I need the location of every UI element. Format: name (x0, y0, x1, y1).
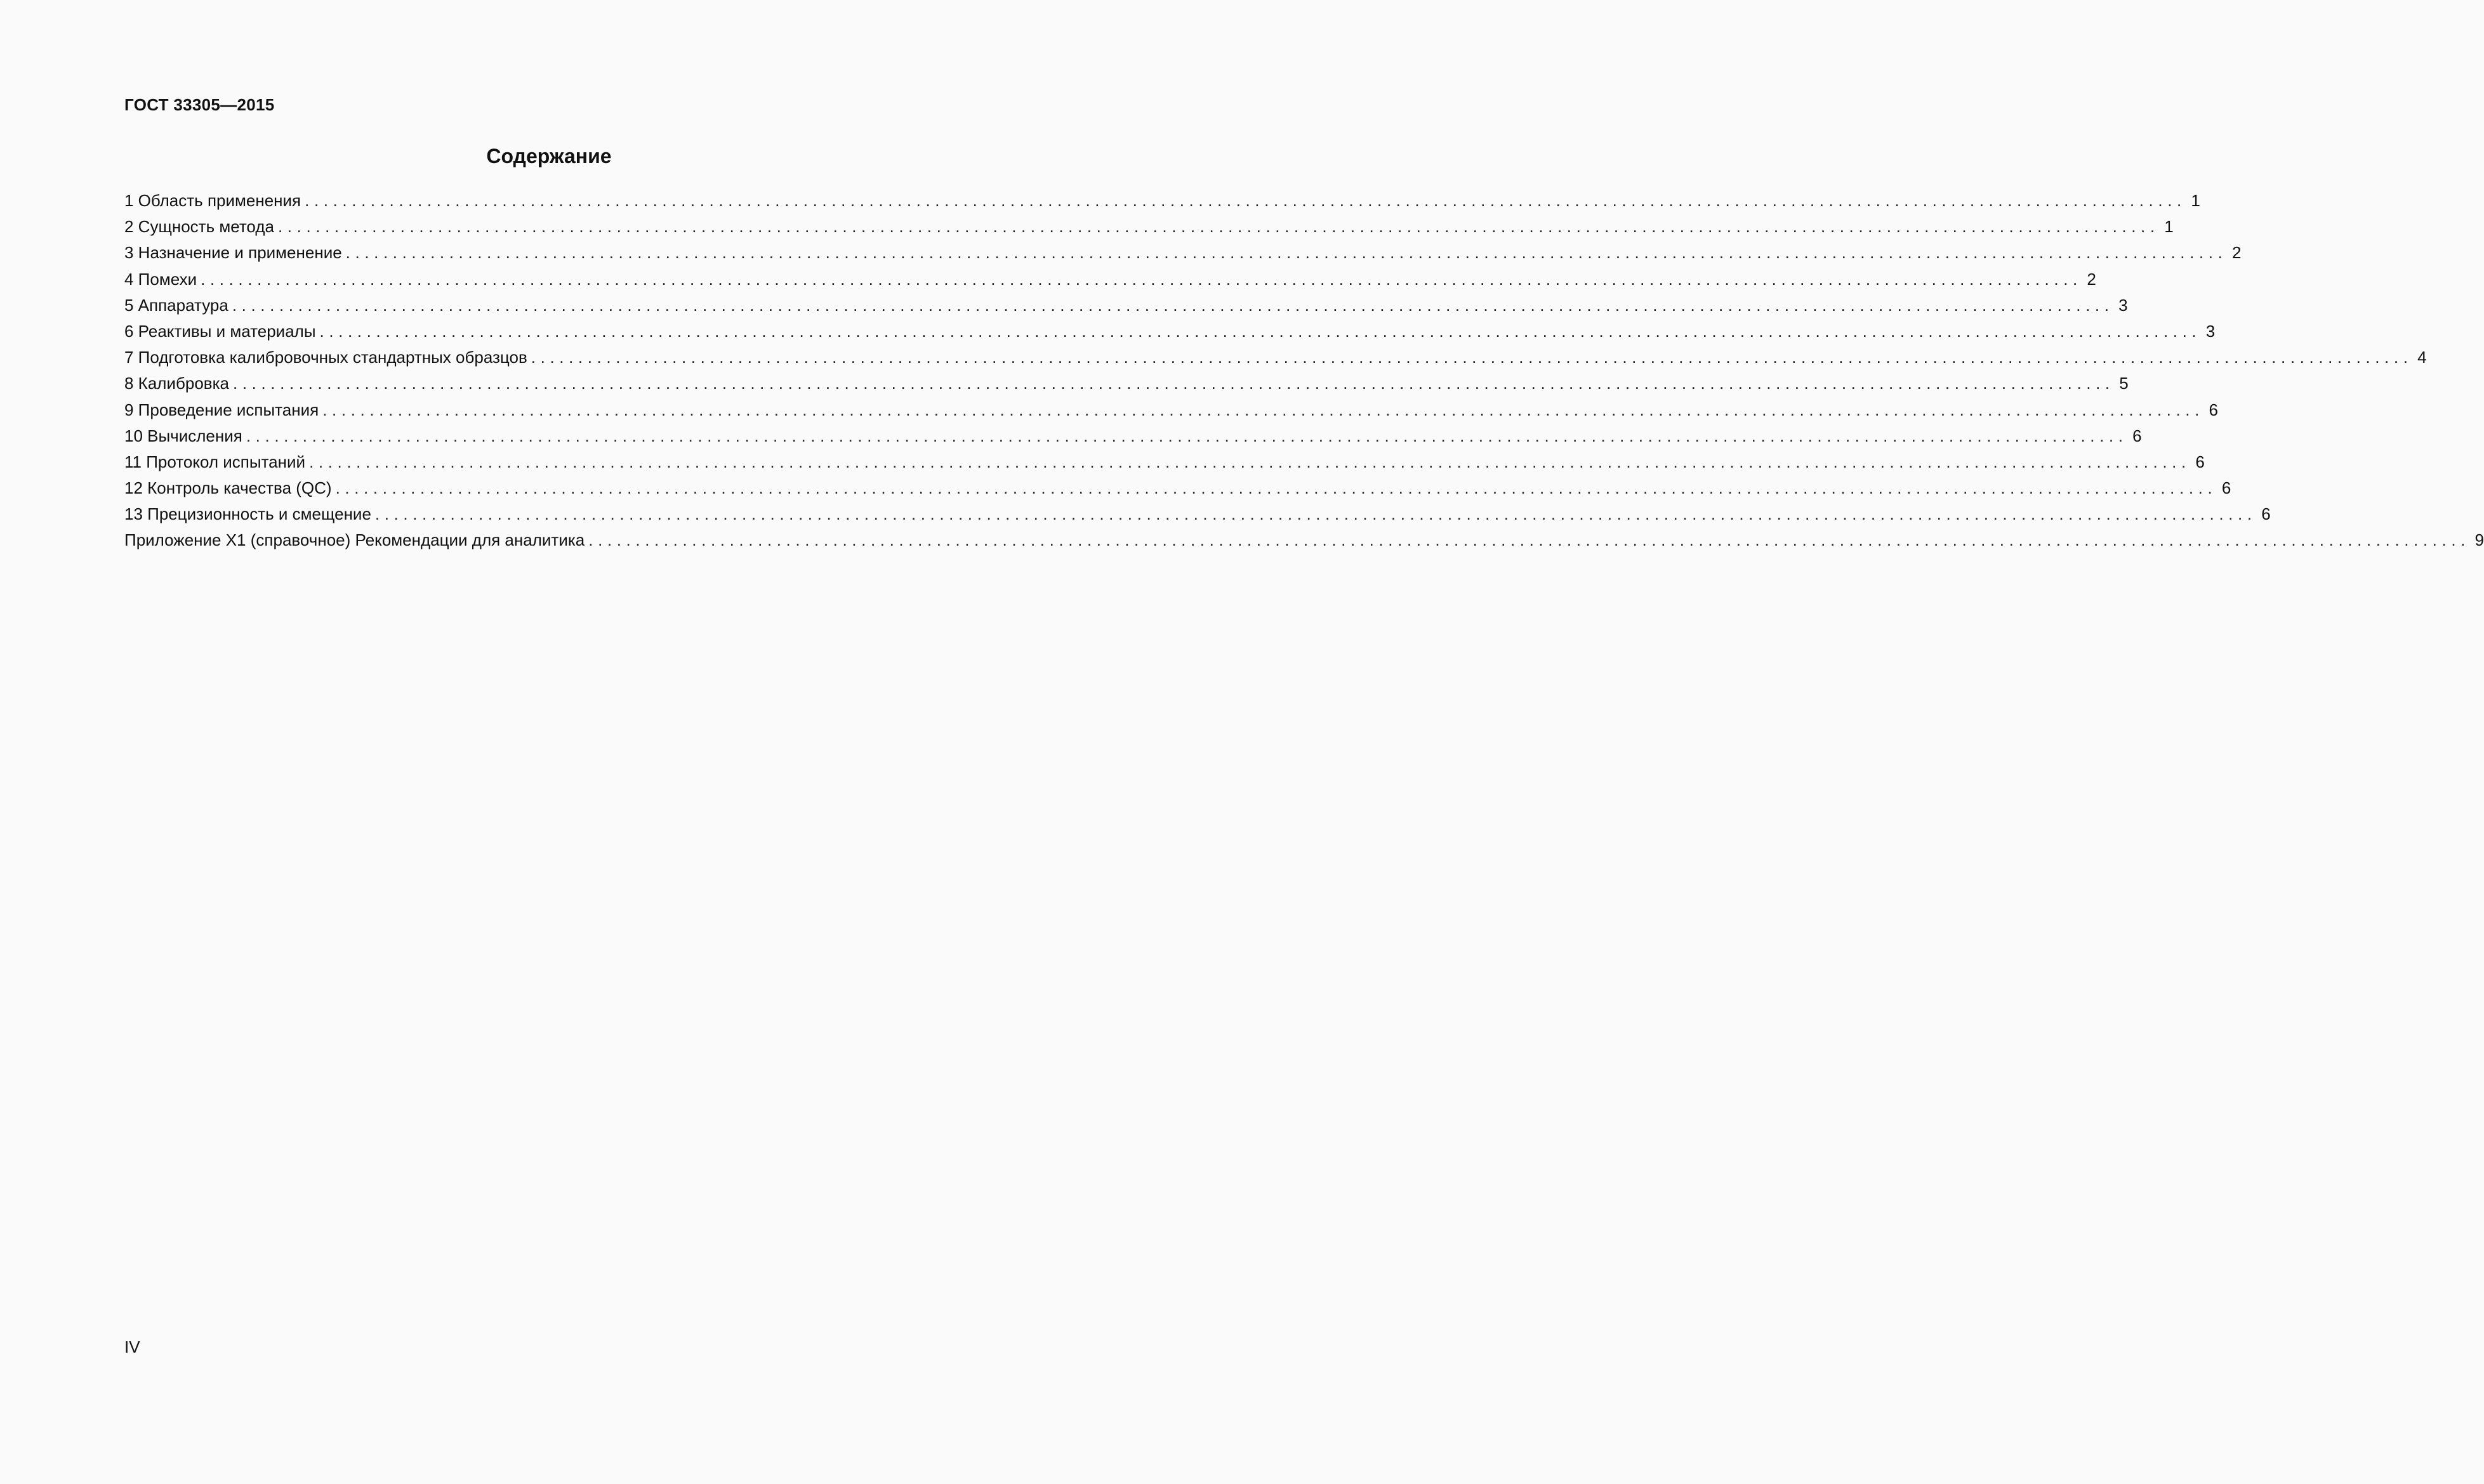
toc-entry-page: 6 (2195, 452, 2205, 471)
toc-entry-label: 12 Контроль качества (QC) (124, 478, 332, 498)
dot-leader: ........................................................................................................................................................................................................ (374, 504, 2257, 524)
toc-entry[interactable] (124, 214, 2174, 240)
toc-entry[interactable] (124, 527, 2484, 553)
toc-entry-label: 13 Прецизионность и смещение (124, 504, 371, 524)
toc-entry[interactable] (124, 345, 2427, 371)
toc-entry[interactable] (124, 371, 2129, 397)
dot-leader: ........................................................................................................................................................................................................ (335, 478, 2217, 498)
toc-entry[interactable] (124, 266, 2096, 292)
toc-entry[interactable] (124, 501, 2271, 527)
dot-leader: ........................................................................................................................................................................................................ (201, 269, 2082, 289)
dot-leader: ........................................................................................................................................................................................................ (309, 452, 2191, 471)
toc-entry-label: 2 Сущность метода (124, 217, 274, 237)
dot-leader: ........................................................................................................................................................................................................ (277, 217, 2160, 237)
toc-entry[interactable] (124, 475, 2231, 501)
toc-entry-label: 11 Протокол испытаний (124, 452, 306, 471)
dot-leader: ........................................................................................................................................................................................................ (345, 243, 2228, 263)
dot-leader: ........................................................................................................................................................................................................ (246, 426, 2128, 445)
dot-leader: ........................................................................................................................................................................................................ (531, 348, 2413, 367)
toc-entry-page: 2 (2087, 269, 2096, 289)
toc-entry-label: 4 Помехи (124, 269, 197, 289)
toc-entry-page: 6 (2261, 504, 2271, 524)
toc-entry-label: 3 Назначение и применение (124, 243, 342, 263)
dot-leader: ........................................................................................................................................................................................................ (588, 530, 2470, 550)
toc-entry-page: 3 (2205, 321, 2216, 341)
page-folio: IV (124, 1337, 140, 1356)
toc-entry-label: 5 Аппаратура (124, 295, 228, 315)
toc-entry-label: 6 Реактивы и материалы (124, 321, 316, 341)
dot-leader: ........................................................................................................................................................................................................ (232, 295, 2114, 315)
toc-entry-label: 7 Подготовка калибровочных стандартных образцов (124, 348, 527, 367)
toc-entry-page: 1 (2191, 191, 2200, 210)
toc-entry-label: 1 Область применения (124, 191, 301, 210)
toc-entry-page: 5 (2119, 374, 2129, 393)
toc-entry-page: 6 (2209, 400, 2218, 419)
table-of-contents (124, 188, 2484, 554)
dot-leader: ........................................................................................................................................................................................................ (322, 400, 2204, 419)
toc-entry[interactable] (124, 240, 2242, 266)
toc-entry-label: 8 Калибровка (124, 374, 230, 393)
dot-leader: ........................................................................................................................................................................................................ (305, 191, 2186, 210)
toc-entry[interactable] (124, 292, 2128, 318)
toc-entry[interactable] (124, 188, 2200, 214)
toc-entry[interactable] (124, 423, 2142, 449)
toc-entry-page: 6 (2132, 426, 2142, 445)
toc-entry-page: 2 (2231, 243, 2242, 263)
toc-entry-page: 1 (2164, 217, 2174, 237)
toc-entry-label: Приложение Х1 (справочное) Рекомендации для аналитика (124, 530, 585, 550)
toc-entry[interactable] (124, 397, 2218, 423)
toc-entry-page: 3 (2118, 295, 2128, 315)
toc-title: Содержание (486, 145, 612, 167)
toc-entry-label: 10 Вычисления (124, 426, 242, 445)
toc-entry[interactable] (124, 318, 2216, 345)
toc-entry[interactable] (124, 449, 2205, 475)
toc-entry-page: 9 (2474, 530, 2484, 550)
dot-leader: ........................................................................................................................................................................................................ (319, 321, 2202, 341)
toc-entry-page: 6 (2221, 478, 2231, 498)
document-code: ГОСТ 33305—2015 (124, 95, 275, 114)
dot-leader: ........................................................................................................................................................................................................ (233, 374, 2115, 393)
toc-entry-page: 4 (2417, 348, 2427, 367)
toc-entry-label: 9 Проведение испытания (124, 400, 319, 419)
